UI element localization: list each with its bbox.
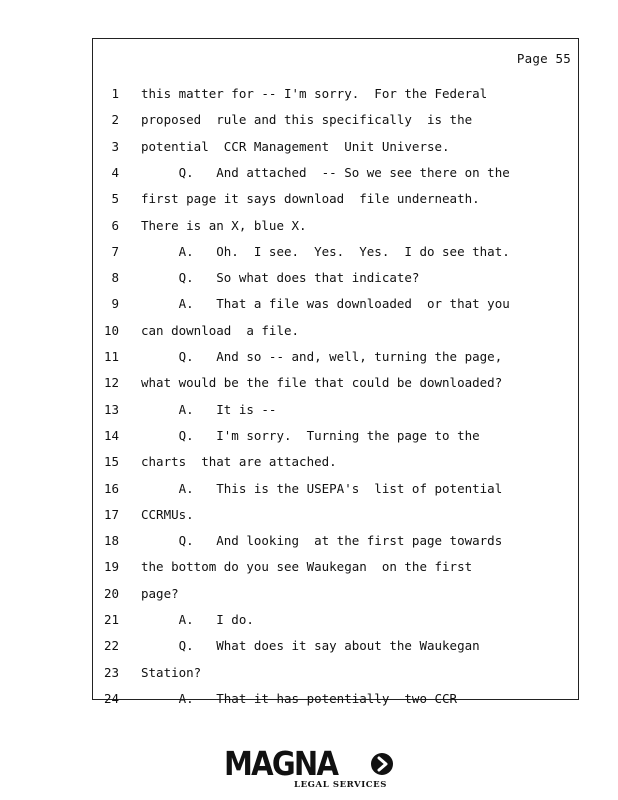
transcript-line: [93, 370, 578, 396]
line-text: first page it says download file underneath.: [141, 191, 480, 207]
line-text: charts that are attached.: [141, 454, 337, 470]
transcript-line: [93, 81, 578, 107]
line-text: Q. What does it say about the Waukegan: [141, 638, 480, 654]
line-text: Q. And looking at the first page towards: [141, 533, 503, 549]
page-number: Page 55: [516, 51, 571, 66]
line-number: 18: [103, 533, 119, 549]
line-number: 10: [103, 322, 119, 338]
line-text: CCRMUs.: [141, 506, 194, 522]
logo-subtitle: LEGAL SERVICES: [294, 780, 387, 790]
line-number: 13: [103, 401, 119, 417]
line-number: 11: [103, 349, 119, 364]
line-text: page?: [141, 585, 179, 601]
transcript-line: [93, 449, 578, 475]
transcript-line: [93, 239, 578, 265]
line-text: Station?: [141, 664, 202, 680]
transcript-line: [93, 633, 578, 659]
line-number: 14: [103, 427, 119, 443]
line-text: this matter for -- I'm sorry. For the Federal: [141, 86, 488, 101]
transcript-line: [93, 502, 578, 528]
line-text: A. It is --: [141, 401, 277, 417]
transcript-line: [93, 318, 578, 344]
line-text: Q. And attached -- So we see there on the: [141, 164, 510, 180]
line-text: There is an X, blue X.: [141, 217, 307, 233]
transcript-line: [93, 344, 578, 370]
line-text: A. That it has potentially two CCR: [141, 690, 458, 706]
transcript-line: [93, 160, 578, 186]
line-text: Q. And so -- and, well, turning the page,: [141, 349, 503, 364]
transcript-line: [93, 554, 578, 580]
line-text: A. That a file was downloaded or that you: [141, 296, 510, 312]
logo-wordmark: MAGNA: [224, 744, 338, 783]
line-number: 23: [103, 664, 119, 680]
line-number: 8: [111, 270, 119, 286]
line-number: 9: [111, 296, 119, 312]
line-number: 4: [111, 164, 119, 180]
line-number: 20: [103, 585, 119, 601]
transcript-line: [93, 397, 578, 423]
transcript-page: [92, 38, 579, 706]
transcript-line: [93, 186, 578, 212]
line-number: 16: [103, 480, 119, 496]
line-number: 19: [103, 559, 119, 575]
line-number: 12: [103, 375, 119, 391]
transcript-line: [93, 686, 578, 712]
transcript-line: [93, 213, 578, 239]
magna-logo: [224, 744, 396, 792]
transcript-line: [93, 107, 578, 133]
line-number: 15: [103, 454, 119, 470]
line-text: potential CCR Management Unit Universe.: [141, 138, 450, 154]
line-number: 2: [111, 112, 119, 128]
line-text: A. I do.: [141, 612, 254, 627]
line-text: can download a file.: [141, 322, 300, 338]
line-text: proposed rule and this specifically is the: [141, 112, 473, 128]
line-number: 17: [103, 506, 119, 522]
transcript-line: [93, 660, 578, 686]
chevron-right-circle-icon: [370, 752, 394, 776]
transcript-line: [93, 528, 578, 554]
transcript-line: [93, 134, 578, 160]
line-number: 22: [103, 638, 119, 654]
line-number: 7: [111, 243, 119, 259]
line-number: 21: [103, 612, 119, 627]
transcript-line: [93, 581, 578, 607]
line-text: Q. So what does that indicate?: [141, 270, 420, 286]
line-number: 1: [111, 86, 119, 101]
line-text: the bottom do you see Waukegan on the first: [141, 559, 473, 575]
line-text: what would be the file that could be downloaded?: [141, 375, 503, 391]
transcript-line: [93, 607, 578, 633]
transcript-line: [93, 291, 578, 317]
line-text: Q. I'm sorry. Turning the page to the: [141, 427, 480, 443]
line-number: 3: [111, 138, 119, 154]
line-number: 6: [111, 217, 119, 233]
line-text: A. This is the USEPA's list of potential: [141, 480, 503, 496]
transcript-line: [93, 423, 578, 449]
transcript-line: [93, 265, 578, 291]
line-number: 24: [103, 690, 119, 706]
transcript-line: [93, 476, 578, 502]
line-number: 5: [111, 191, 119, 207]
line-text: A. Oh. I see. Yes. Yes. I do see that.: [141, 243, 510, 259]
